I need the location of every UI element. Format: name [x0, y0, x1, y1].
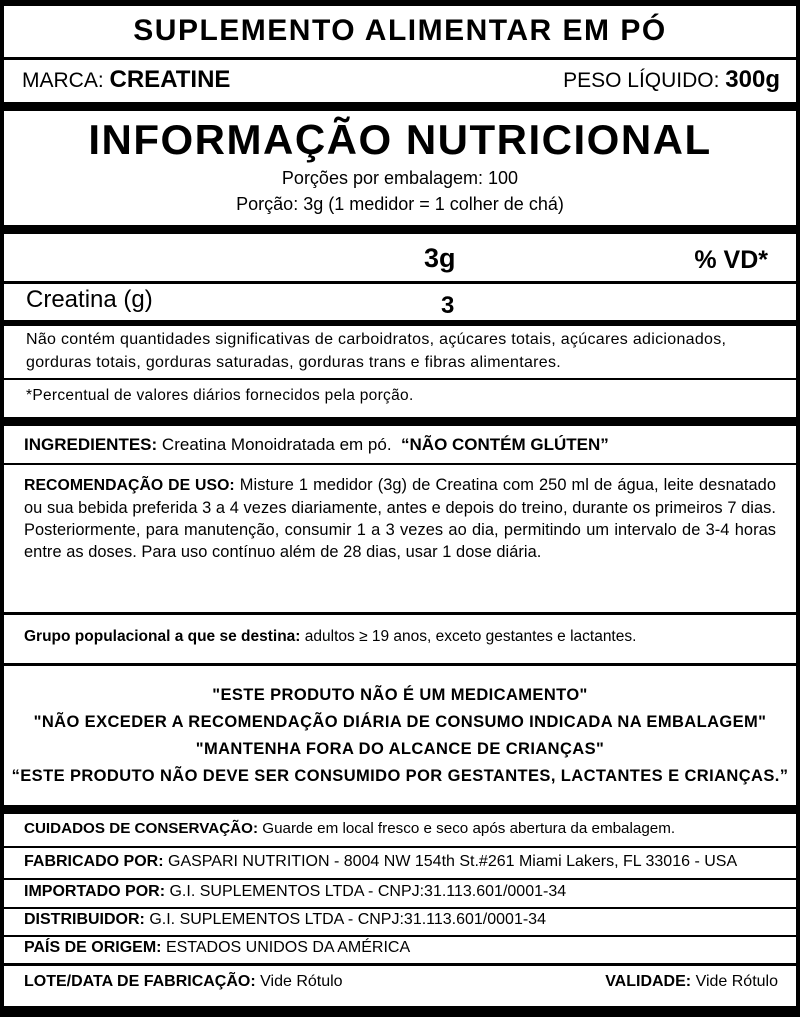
- usage-recommendation: [24, 474, 776, 563]
- lot-date: [24, 973, 343, 991]
- usage-label: RECOMENDAÇÃO DE USO:: [24, 477, 235, 494]
- product-type: SUPLEMENTO ALIMENTAR EM PÓ: [133, 14, 667, 47]
- origin-label: PAÍS DE ORIGEM:: [24, 939, 162, 956]
- thick-divider: [4, 320, 796, 326]
- not-significant-line-2: gorduras totais, gorduras saturadas, gorduras trans e fibras alimentares.: [26, 354, 562, 371]
- brand-label: MARCA:: [22, 69, 110, 92]
- warning-line: “ESTE PRODUTO NÃO DEVE SER CONSUMIDO POR GESTANTES, LACTANTES E CRIANÇAS.”: [11, 767, 789, 785]
- importer: [24, 883, 566, 901]
- divider: [4, 57, 796, 60]
- weight-label: PESO LÍQUIDO:: [563, 69, 726, 92]
- validity-text: Vide Rótulo: [695, 973, 778, 990]
- divider: [4, 878, 796, 880]
- divider: [4, 281, 796, 284]
- ingredients: [24, 435, 609, 455]
- divider: [4, 463, 796, 465]
- thick-divider: [4, 225, 796, 234]
- bottom-border: [4, 1006, 796, 1017]
- validity: [605, 973, 778, 991]
- nutrient-amount: 3: [441, 292, 455, 319]
- divider: [4, 663, 796, 666]
- thick-divider: [4, 417, 796, 426]
- storage-label: CUIDADOS DE CONSERVAÇÃO:: [24, 820, 259, 837]
- distributor-text: G.I. SUPLEMENTOS LTDA - CNPJ:31.113.601/0001-34: [149, 911, 546, 928]
- servings-per-package: Porções por embalagem: 100: [281, 168, 519, 188]
- divider: [4, 378, 796, 380]
- lot-text: Vide Rótulo: [260, 973, 343, 990]
- weight-line: [563, 66, 780, 94]
- serving-size: Porção: 3g (1 medidor = 1 colher de chá): [236, 194, 564, 214]
- storage: [24, 820, 675, 837]
- not-significant-line-1: Não contém quantidades significativas de carboidratos, açúcares totais, açúcares adicionados,: [26, 331, 727, 348]
- nutrient-name: Creatina (g): [26, 286, 153, 313]
- storage-text: Guarde em local fresco e seco após abertura da embalagem.: [262, 820, 676, 837]
- validity-label: VALIDADE:: [605, 973, 692, 990]
- warning-line: "ESTE PRODUTO NÃO É UM MEDICAMENTO": [212, 686, 588, 704]
- warning-line: "NÃO EXCEDER A RECOMENDAÇÃO DIÁRIA DE CONSUMO INDICADA NA EMBALAGEM": [33, 713, 767, 731]
- importer-text: G.I. SUPLEMENTOS LTDA - CNPJ:31.113.601/0001-34: [169, 883, 567, 900]
- top-border: [4, 0, 796, 6]
- gluten-notice: “NÃO CONTÉM GLÚTEN”: [401, 435, 609, 454]
- column-amount: 3g: [424, 243, 456, 273]
- manufacturer-text: GASPARI NUTRITION - 8004 NW 154th St.#261 Miami Lakers, FL 33016 - USA: [168, 853, 738, 870]
- divider: [4, 963, 796, 966]
- brand-value: CREATINE: [109, 66, 231, 93]
- target-label: Grupo populacional a que se destina:: [24, 628, 301, 645]
- column-vd: % VD*: [694, 246, 768, 274]
- origin-text: ESTADOS UNIDOS DA AMÉRICA: [165, 939, 411, 956]
- usage-text: Misture 1 medidor (3g) de Creatina com 250 ml de água, leite desnatado ou sua bebida preferida 3 a 4 vezes diariamente, antes e depois do treino, durante os primeiros 7 dias. Posteriormente, para manutenção, consumir 1 a 3 vezes ao dia, permitindo um intervalo de 3-4 horas entre as doses. Para uso contínuo além de 28 dias, usar 1 dose diária.: [24, 476, 776, 561]
- ingredients-text: Creatina Monoidratada em pó.: [161, 435, 392, 454]
- distributor-label: DISTRIBUIDOR:: [24, 911, 145, 928]
- importer-label: IMPORTADO POR:: [24, 883, 166, 900]
- warning-line: "MANTENHA FORA DO ALCANCE DE CRIANÇAS": [195, 740, 605, 758]
- brand-line: [22, 66, 230, 94]
- weight-value: 300g: [725, 66, 780, 93]
- target-population: [24, 628, 636, 646]
- thick-divider: [4, 805, 796, 814]
- distributor: [24, 911, 546, 929]
- manufacturer: [24, 853, 737, 871]
- thick-divider: [4, 102, 796, 111]
- divider: [4, 846, 796, 848]
- footnote: *Percentual de valores diários fornecidos pela porção.: [26, 387, 414, 404]
- nutrition-title: INFORMAÇÃO NUTRICIONAL: [88, 116, 712, 163]
- manufacturer-label: FABRICADO POR:: [24, 853, 164, 870]
- divider: [4, 935, 796, 937]
- divider: [4, 612, 796, 615]
- ingredients-label: INGREDIENTES:: [24, 435, 158, 454]
- country-of-origin: [24, 939, 410, 957]
- divider: [4, 907, 796, 909]
- lot-label: LOTE/DATA DE FABRICAÇÃO:: [24, 973, 256, 990]
- target-text: adultos ≥ 19 anos, exceto gestantes e lactantes.: [304, 628, 637, 645]
